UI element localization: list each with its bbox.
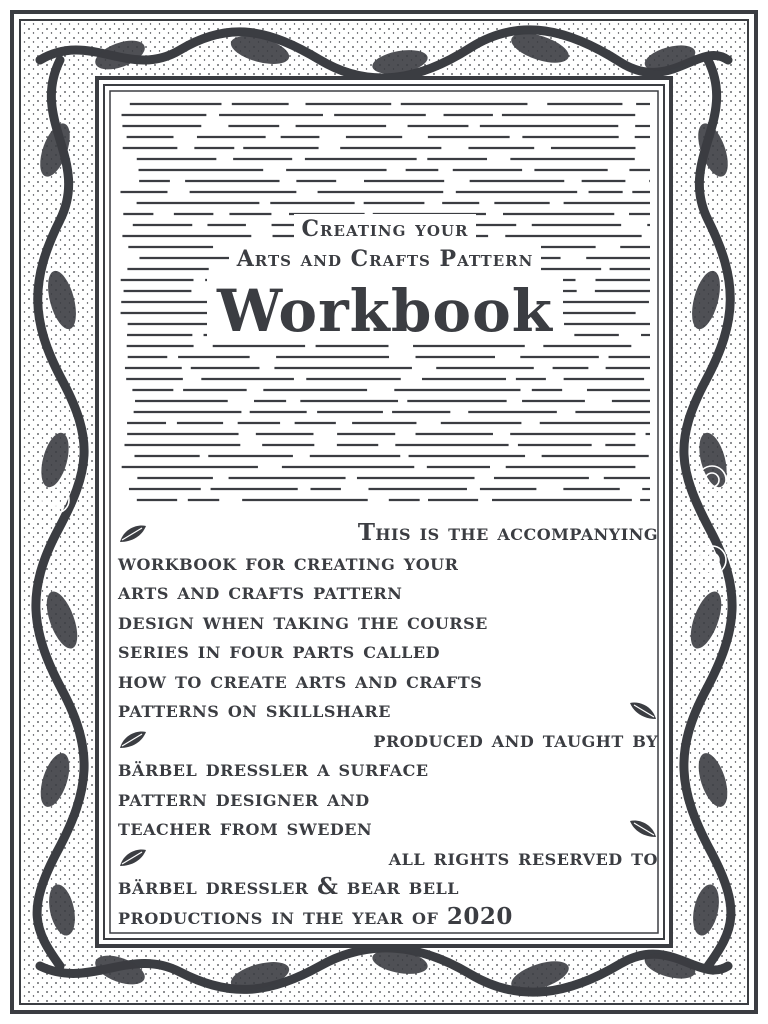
body-line	[118, 784, 658, 814]
body-line	[118, 843, 658, 873]
body-line-text: teacher from sweden	[118, 814, 373, 841]
body-line	[118, 902, 658, 932]
body-line-text: workbook for creating your	[118, 548, 459, 576]
body-line	[118, 813, 658, 843]
body-line-text: series in four parts called	[118, 637, 440, 664]
leaf-icon	[628, 817, 658, 839]
body-line-text: bärbel dressler a surface	[118, 755, 429, 782]
body-line	[118, 872, 658, 902]
body-line	[118, 666, 658, 696]
body-line	[118, 577, 658, 607]
body-line	[118, 548, 658, 578]
subtitle-line-2: Arts and Crafts Pattern	[229, 244, 542, 274]
body-line-text: arts and crafts pattern	[118, 578, 403, 605]
body-line-text: This is the accompanying	[357, 519, 658, 546]
body-line-text: patterns on skillshare	[118, 696, 391, 723]
body-line-text: produced and taught by	[373, 725, 658, 753]
title-block	[118, 214, 652, 344]
body-line-text: all rights reserved to	[388, 843, 658, 871]
page-title: Workbook	[207, 278, 563, 344]
body-line	[118, 725, 658, 755]
body-line	[118, 754, 658, 784]
body-line-text: pattern designer and	[118, 784, 370, 812]
body-line	[118, 636, 658, 666]
body-line	[118, 518, 658, 548]
body-line-text: how to create arts and crafts	[118, 666, 483, 694]
body-line-text: design when taking the course	[118, 607, 488, 635]
leaf-icon	[118, 728, 148, 750]
leaf-icon	[628, 699, 658, 721]
subtitle-line-1: Creating your	[294, 214, 477, 244]
body-line	[118, 607, 658, 637]
description-text	[118, 518, 658, 931]
leaf-icon	[118, 522, 148, 544]
body-line-text: productions in the year of 2020	[118, 902, 513, 930]
body-line-text: bärbel dressler & bear bell	[118, 873, 460, 900]
leaf-icon	[118, 846, 148, 868]
body-line	[118, 695, 658, 725]
